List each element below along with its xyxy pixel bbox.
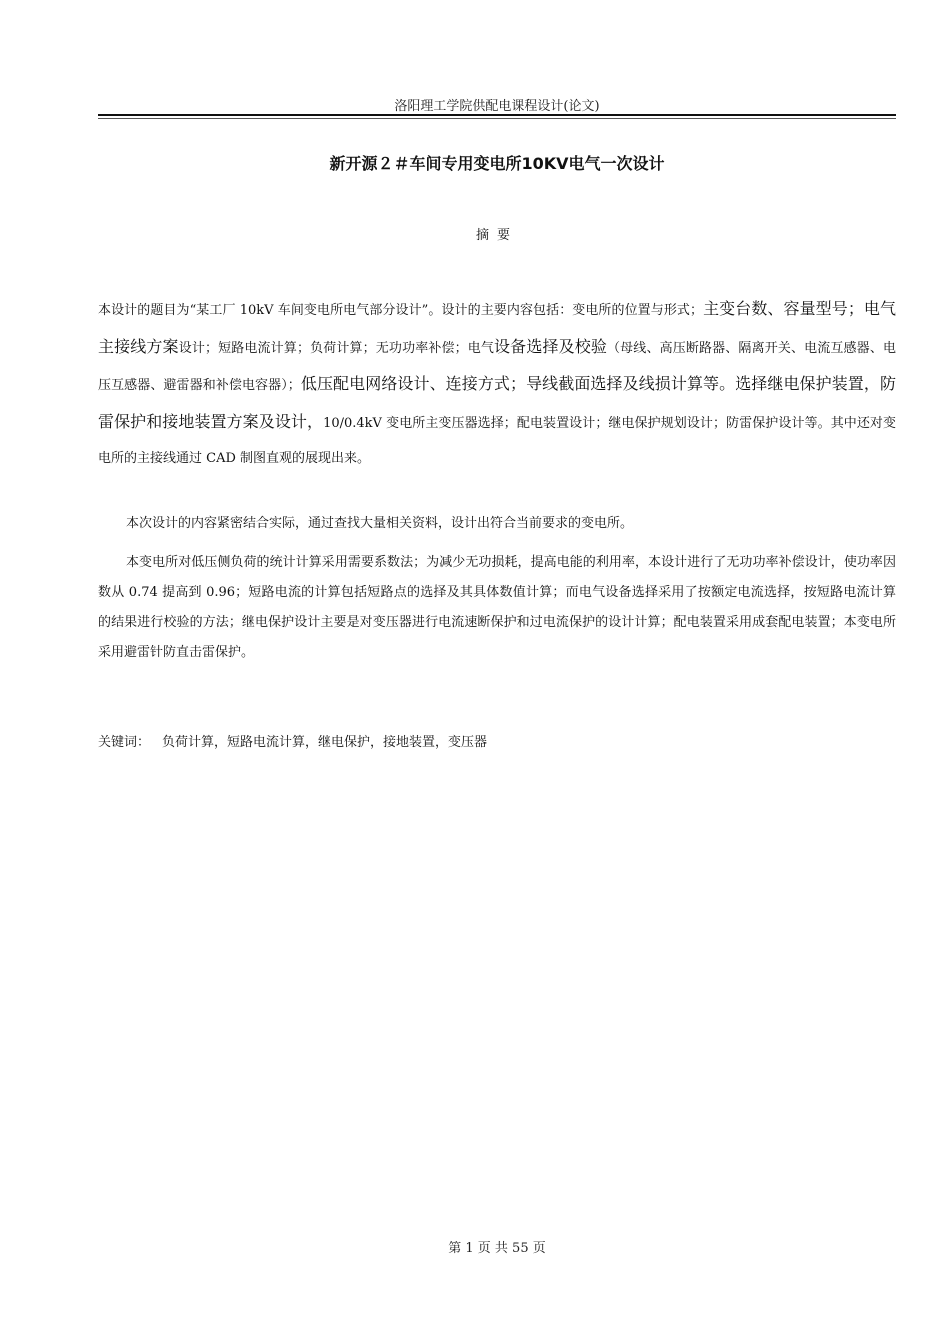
running-header: 洛阳理工学院供配电课程设计(论文) [394,99,600,114]
header-rule-secondary [98,118,896,119]
document-title: 新开源２＃车间专用变电所10KV电气一次设计 [329,154,665,173]
abstract-paragraph-2: 本次设计的内容紧密结合实际，通过查找大量相关资料，设计出符合当前要求的变电所。 [126,516,634,531]
para1-segment: 本设计的题目为“某工厂 10kV 车间变电所电气部分设计”。设计的主要内容包括：变电所的位置与形式； [98,303,704,318]
keywords-text: 负荷计算，短路电流计算，继电保护，接地装置，变压器 [162,735,488,750]
para1-segment-large: 主变台数、容量型号；电气主接线方案 [98,299,896,356]
abstract-paragraph-3: 本变电所对低压侧负荷的统计计算采用需要系数法；为减少无功损耗，提高电能的利用率，本设计进行了无功功率补偿设计，使功率因数从 0.74 提高到 0.96；短路电流的计算包括短路点的选择及其具体数值计算；而电气设备选择采用了按额定电流选择，按短路电流计算的结果进行校验的方法；继电保护设计主要是对变压器进行电流速断保护和过电流保护的设计计算；配电装置采用成套配电装置；本变电所采用避雷针防直击雷保护。 [98,555,896,660]
para1-segment: 10/0.4kV 变电所主变压器选择；配电装置设计；继电保护规划设计；防雷保护设计等。其中还对变电所的主接线通过 CAD 制图直观的展现出来。 [98,415,896,466]
abstract-heading: 摘要 [475,228,518,243]
para1-segment: （母线、高压断路器、隔离开关、电流互感器、电压互感器、避雷器和补偿电容器）； [98,340,896,393]
keywords-line [98,731,896,750]
abstract-paragraph-1 [98,291,896,477]
para1-segment: 设计；短路电流计算；负荷计算；无功功率补偿；电气 [178,340,495,356]
para1-segment-large: 低压配电网络设计、连接方式；导线截面选择及线损计算等。选择继电保护装置，防雷保护和接地装置方案及设计， [98,374,896,431]
para1-segment-large: 设备选择及校验 [494,336,608,356]
keywords-label: 关键词： [98,735,151,750]
header-rule [98,114,896,116]
page-number-footer: 第 1 页 共 55 页 [448,1241,546,1256]
